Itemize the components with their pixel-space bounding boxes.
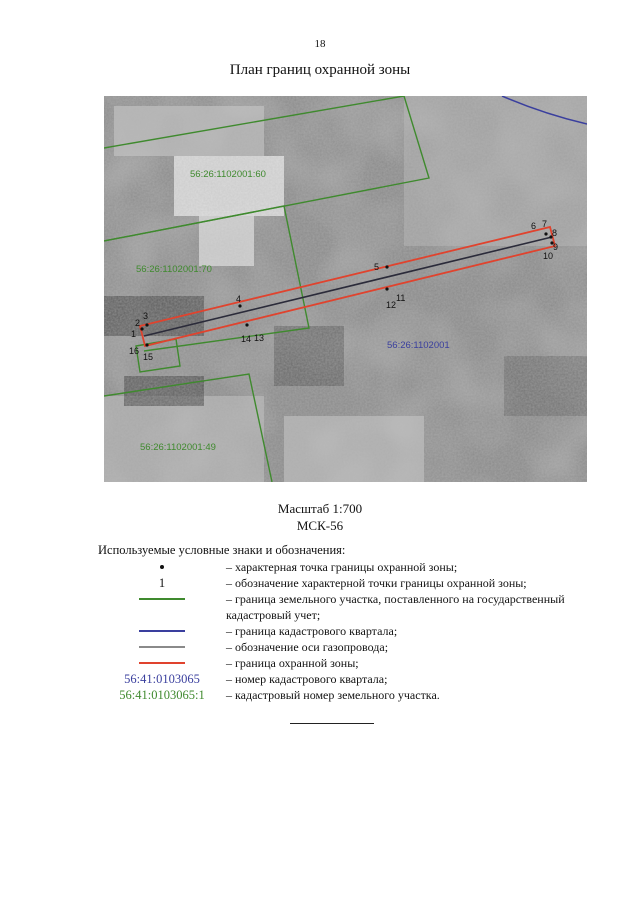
point-label: 4	[236, 294, 242, 304]
point-label: 7	[542, 219, 548, 229]
parcel-number-sample: 56:41:0103065:1	[119, 687, 205, 702]
point-label: 14	[241, 334, 252, 344]
point-dot-icon	[160, 565, 164, 569]
legend-row: – граница земельного участка, поставленного на государственный кадастровый учет;	[98, 591, 598, 623]
legend-row: – граница кадастрового квартала;	[98, 623, 598, 639]
red-line-icon	[139, 662, 185, 664]
parcel-label: 56:26:1102001:60	[190, 169, 266, 180]
point-label: 6	[531, 221, 537, 231]
gray-line-icon	[139, 646, 185, 648]
point-label: 3	[143, 311, 149, 321]
quarter-label: 56:26:1102001	[387, 340, 450, 351]
legend-title: Используемые условные знаки и обозначения:	[98, 543, 346, 557]
page-title: План границ охранной зоны	[229, 62, 411, 78]
point-label: 2	[135, 318, 141, 328]
point-label: 13	[254, 333, 265, 343]
point-label: 1	[131, 329, 137, 339]
blue-line-icon	[139, 630, 185, 632]
scale-block	[0, 500, 640, 534]
legend-row: – обозначение оси газопровода;	[98, 639, 598, 655]
legend-row: 56:41:0103065:1 – кадастровый номер земельного участка.	[119, 687, 440, 702]
legend-row: – характерная точка границы охранной зоны;	[98, 559, 598, 575]
legend-row: 1 – обозначение характерной точки границы охранной зоны;	[158, 575, 527, 590]
footer-rule	[290, 723, 374, 724]
point-label: 11	[396, 293, 406, 303]
quarter-number-sample: 56:41:0103065	[124, 671, 200, 686]
point-label: 16	[129, 346, 140, 356]
point-label: 5	[374, 262, 380, 272]
point-label: 9	[553, 242, 559, 252]
point-label: 8	[552, 228, 558, 238]
parcel-label: 56:26:1102001:70	[136, 264, 212, 275]
page-number: 18	[314, 38, 326, 50]
point-label: 10	[543, 251, 554, 261]
map-image	[104, 96, 587, 482]
legend-row: – граница охранной зоны;	[98, 655, 598, 671]
crs-text: МСК-56	[296, 518, 344, 533]
parcel-label: 56:26:1102001:49	[140, 442, 216, 453]
point-label: 12	[386, 300, 397, 310]
scale-text: Масштаб 1:700	[277, 501, 363, 516]
point-number-symbol: 1	[158, 575, 166, 590]
legend	[98, 559, 598, 703]
point-label: 15	[143, 352, 154, 362]
legend-row: 56:41:0103065 – номер кадастрового квартала;	[124, 671, 388, 686]
green-line-icon	[139, 598, 185, 600]
